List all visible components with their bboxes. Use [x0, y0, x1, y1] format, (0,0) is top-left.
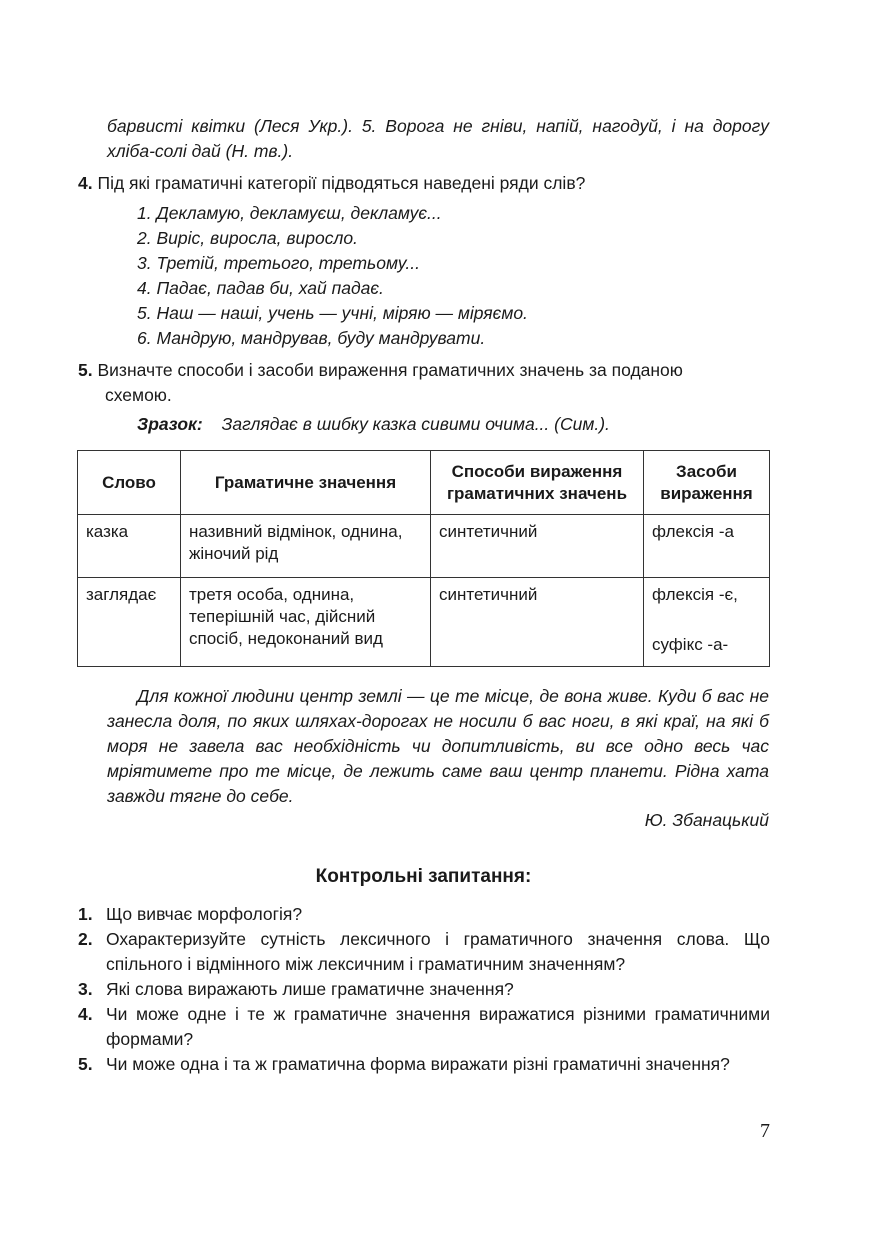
cell-means: [644, 515, 770, 578]
list-item: [78, 927, 770, 977]
question-text: Чи може одна і та ж граматична форма виражати різні граматичні значення?: [106, 1054, 730, 1074]
question-text: Що вивчає морфологія?: [106, 904, 303, 924]
exercise-5: [78, 358, 769, 408]
header-means: Засоби вираження: [644, 451, 770, 515]
cell-means-1: флексія -є,: [652, 585, 738, 604]
sample: [137, 412, 777, 437]
table-header-row: [78, 451, 770, 515]
question-number: 3.: [78, 979, 93, 999]
header-meaning: Граматичне значення: [181, 451, 431, 515]
cell-word: казка: [78, 515, 181, 578]
table-row: [78, 578, 770, 667]
epigraph-quote: Для кожної людини центр землі — це те місце, де вона живе. Куди б вас не занесла доля, по яких шляхах-дорогах не носили б вас ноги, в які краї, на які б моря не завела вас необхідність чи допитливість, ви все одно весь час мріятимете про те місце, де лежить саме ваш центр планети. Рідна хата завжди тягне до себе.: [107, 686, 769, 806]
question-number: 2.: [78, 929, 93, 949]
exercise-5-text-a: Визначте способи і засоби вираження граматичних значень за поданою: [97, 360, 683, 380]
sample-label: Зразок:: [137, 414, 203, 434]
question-number: 1.: [78, 904, 93, 924]
question-number: 4.: [78, 1004, 93, 1024]
list-item: [78, 902, 770, 927]
grammar-table: [77, 450, 770, 667]
list-item: [78, 977, 770, 1002]
exercise-4-text: Під які граматичні категорії підводяться наведені ряди слів?: [97, 173, 586, 193]
control-questions-title: Контрольні запитання:: [315, 866, 532, 887]
cell-method: синтетичний: [431, 515, 644, 578]
control-questions-list: [78, 902, 770, 1077]
list-item: [78, 1052, 770, 1077]
cell-word: заглядає: [78, 578, 181, 667]
list-item: 2. Виріс, виросла, виросло.: [137, 228, 358, 248]
page-number: 7: [760, 1120, 770, 1142]
list-item: 5. Наш — наші, учень — учні, міряю — міряємо.: [137, 303, 528, 323]
cell-means-2: суфікс -а-: [652, 635, 729, 654]
table-row: [78, 515, 770, 578]
intro-line-1: барвисті квітки (Леся Укр.). 5. Ворога не гніви, напій, нагодуй, і на: [107, 116, 704, 136]
intro-line-2: дорогу хліба-солі дай (Н. тв.).: [107, 116, 769, 161]
list-item: 6. Мандрую, мандрував, буду мандрувати.: [137, 328, 486, 348]
exercise-4-number: 4.: [78, 173, 93, 193]
cell-meaning: третя особа, однина, теперішній час, дійсний спосіб, недоконаний вид: [181, 578, 431, 667]
cell-meaning: називний відмінок, однина, жіночий рід: [181, 515, 431, 578]
sample-text: Заглядає в шибку казка сивими очима... (Сим.).: [221, 414, 610, 434]
list-item: 3. Третій, третього, третьому...: [137, 253, 420, 273]
exercise-4-list: [137, 201, 528, 351]
question-text: Які слова виражають лише граматичне значення?: [106, 979, 514, 999]
list-item: [78, 1002, 770, 1052]
exercise-5-text-b: схемою.: [105, 385, 172, 405]
cell-method: синтетичний: [431, 578, 644, 667]
intro-text: [107, 114, 769, 164]
cell-means-1: флексія -а: [652, 522, 734, 541]
quote-author: Ю. Збанацький: [644, 810, 769, 830]
exercise-4: [78, 171, 778, 196]
question-text: Чи може одне і те ж граматичне значення виражатися різними граматичними формами?: [106, 1004, 770, 1049]
exercise-5-number: 5.: [78, 360, 93, 380]
list-item: 1. Декламую, декламуєш, декламує...: [137, 203, 442, 223]
header-word: Слово: [78, 451, 181, 515]
question-number: 5.: [78, 1054, 93, 1074]
list-item: 4. Падає, падав би, хай падає.: [137, 278, 384, 298]
header-method: Способи вираження граматичних значень: [431, 451, 644, 515]
question-text: Охарактеризуйте сутність лексичного і граматичного значення слова. Що спільного і відмінного між лексичним і граматичним значенням?: [106, 929, 770, 974]
cell-means: [644, 578, 770, 667]
